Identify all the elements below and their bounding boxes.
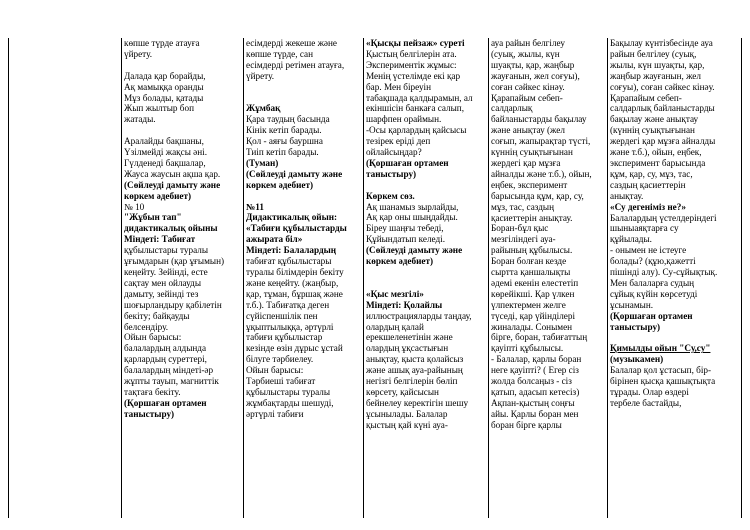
text-line: сүйіспеншілік пен — [246, 310, 318, 321]
text-line: Боран-бұл қыс — [491, 223, 549, 234]
text-line: көпше түрде атауға — [124, 38, 200, 48]
text-line: райының құбылысы. — [491, 245, 573, 256]
text-line: (күннің суықтығынан — [610, 125, 695, 136]
table-border-5 — [607, 38, 608, 518]
text-line: саздың қасиеттерін — [610, 179, 686, 190]
text-line: салдарлық — [491, 103, 533, 114]
text-line: Дидактикалық ойын: — [246, 212, 338, 223]
text-line: Менің үстелімде екі қар — [366, 70, 461, 81]
text-line: Ақ қар оны шыңдайды. — [366, 212, 458, 223]
text-line: қыстың қай күні ауа- — [366, 419, 448, 430]
text-line: Мен балаларға судың — [610, 277, 695, 288]
text-line: үйрету. — [124, 48, 153, 59]
text-line: Қара таудың басында — [246, 114, 330, 125]
text-line: жұмбақтарды шешуді, — [246, 397, 334, 408]
text-line: "Жұбын тап" — [124, 212, 182, 223]
text-line: Міндеті: Табиғат — [124, 234, 196, 245]
text-line: қасиеттерін анықтау. — [491, 212, 573, 223]
text-line: қарлардың суреттері, — [124, 354, 207, 365]
text-line: эксперимент барысында — [610, 157, 706, 168]
text-line: пішінді алу). Су-сұйықтық. — [610, 267, 718, 278]
blank-line — [366, 278, 487, 289]
text-line: Қарапайым себеп- — [491, 92, 563, 103]
text-line: көркем әдебиет) — [124, 190, 192, 201]
text-line: табиғи құбылыстар — [246, 332, 323, 343]
text-line: Далада қар борайды, — [124, 70, 206, 81]
text-line: айы. Қарлы боран мен — [491, 408, 579, 419]
text-line: Тиіп кетіп барады. — [246, 147, 319, 158]
text-line: Аралайды бақшаны, — [124, 136, 204, 147]
text-line: тербеле бастайды, — [610, 397, 682, 408]
text-line: көпше түрде, сан — [246, 48, 314, 59]
text-line: көрейікші. Қар үлкен — [491, 288, 575, 299]
blank-line — [246, 191, 362, 202]
text-line: (музыкамен) — [610, 354, 664, 365]
text-line: жиналады. Сонымен — [491, 321, 573, 332]
text-line: (Сөйлеуді дамыту және — [246, 168, 343, 179]
text-line: Жұмбақ — [246, 103, 281, 114]
text-line: Біреу шаңғы тебеді, — [366, 223, 444, 234]
text-line: үйрету. — [246, 70, 275, 81]
text-line: мезгіліндегі ауа- — [491, 234, 556, 245]
text-line: ұсынылады. Балалар — [366, 408, 448, 419]
table-column-4 — [491, 38, 607, 518]
text-line: туралы білімдерін бекіту — [246, 266, 344, 277]
text-line: Міндеті: Балалардың — [246, 245, 337, 256]
blank-line — [124, 125, 242, 136]
text-line: жердегі қар мұзға — [491, 157, 561, 168]
text-line: барысында құм, қар, су, — [491, 190, 584, 201]
text-line: Үзілмейді жақсы әні. — [124, 147, 208, 158]
text-line: және кеңейту. (жаңбыр, — [246, 277, 339, 288]
text-line: ерекшеленетінін және — [366, 332, 453, 343]
text-line: №11 — [246, 201, 264, 212]
text-line: жұпты тауып, магниттік — [124, 376, 219, 387]
text-line: Кінік кетіп барады. — [246, 125, 322, 136]
text-line: кеңейту. Зейінді, есте — [124, 267, 208, 277]
text-line: - онымен не істеуге — [610, 245, 687, 256]
text-line: олардың қалай — [366, 321, 424, 332]
text-line: Қимылды ойын "Су,су" — [610, 343, 711, 354]
text-line: - Балалар, қарлы боран — [491, 354, 582, 365]
blank-line — [366, 267, 487, 278]
text-line: жолда болсаңыз - сіз — [491, 376, 572, 387]
text-line: Қарапайым себеп- — [610, 92, 682, 103]
table-border-4 — [488, 38, 489, 518]
text-line: әдемі екенін елестетіп — [491, 277, 579, 288]
text-line: есімдерді ретімен атауға, — [246, 59, 345, 70]
text-line: (суық, жылы, күн — [491, 48, 560, 59]
table-border-3 — [363, 38, 364, 518]
text-line: Міндеті: Қолайлы — [366, 299, 443, 310]
table-column-1 — [124, 38, 242, 518]
text-line: Боран болған кезде — [491, 256, 567, 267]
text-line: соғып, жапырақтар түсті, — [491, 136, 591, 147]
text-line: мұз, тас, саздың — [491, 201, 555, 212]
text-line: жаңбыр жауғанын, жел — [610, 70, 701, 81]
text-line: Экспериментік жұмыс: — [366, 59, 457, 70]
text-line: Балалар қол ұстасып, бір- — [610, 365, 712, 376]
table-column-5 — [610, 38, 740, 518]
text-line: (Сөйлеуді дамыту және — [366, 245, 463, 256]
text-line: «Су дегеніміз не?» — [610, 201, 686, 212]
text-line: табиғат құбылыстары — [246, 256, 332, 267]
text-line: Көркем сөз. — [366, 190, 415, 201]
text-line: және т.б.), ойын, еңбек, — [610, 147, 702, 158]
text-line: көркем әдебиет) — [246, 179, 314, 190]
text-line: түседі, қар үйінділері — [491, 310, 576, 321]
text-line: қауіпті құбылысы. — [491, 343, 564, 354]
text-line: таныстыру) — [610, 321, 661, 332]
text-line: болады? (құю,қажетті — [610, 256, 696, 267]
table-border-left — [8, 38, 9, 518]
text-line: таныстыру) — [366, 168, 417, 179]
text-line: бекіту; байқауды — [124, 310, 190, 321]
text-line: (Туман) — [246, 157, 279, 168]
text-line: (Сөйлеуді дамыту және — [124, 179, 221, 190]
blank-line — [246, 82, 362, 93]
text-line: білуге тәрбиелеу. — [246, 354, 314, 365]
text-line: (Қоршаған ортамен — [124, 397, 207, 408]
text-line: таныстыру) — [124, 408, 175, 419]
text-line: құбылыстары туралы — [124, 245, 209, 256]
blank-line — [610, 332, 740, 343]
table-border-right — [741, 38, 742, 518]
table-border-2 — [243, 38, 244, 518]
text-line: Ақ мамыққа оранды — [124, 81, 204, 92]
text-line: бірінен қысқа қашықтықта — [610, 376, 716, 387]
text-line: Ойын барысы: — [246, 365, 304, 376]
text-line: Бақылау күнтізбесінде ауа — [610, 38, 713, 48]
text-line: көрсету, қайсысын — [366, 386, 439, 397]
text-line: қатып, адасып кетесіз) — [491, 387, 580, 397]
text-line: ауа райын белгілеу — [491, 38, 565, 48]
table-column-2 — [246, 38, 362, 518]
text-line: күннің суықтығынан — [491, 147, 573, 158]
text-line: екіншісін банкаға салып, — [366, 103, 465, 114]
text-line: Қыстың белгілерін ата. — [366, 48, 457, 59]
text-line: сұйық күйін көрсетуді — [610, 288, 698, 299]
text-line: ұғымдарын (қар ұғымын) — [124, 256, 225, 267]
text-line: анықтау. — [610, 190, 644, 201]
text-line: бейнелеу керектігін шешу — [366, 397, 469, 408]
text-line: бірге, боран, табиғаттың — [491, 332, 588, 343]
text-line: ұсынамын. — [610, 299, 654, 310]
text-line: тезірек еріді деп — [366, 136, 431, 147]
text-line: балалардың міндеті-әр — [124, 365, 214, 376]
text-line: анықтау, қыста қолайсыз — [366, 354, 464, 365]
text-line: белсендіру. — [124, 321, 169, 332]
text-line: табақшада қалдырамын, ал — [366, 92, 473, 103]
text-line: ұқыптылыққа, әртүрлі — [246, 321, 334, 332]
text-line: дидактикалық ойыны — [124, 223, 218, 234]
text-line: балалардың алдында — [124, 343, 207, 354]
text-line: шыныаяқтарға су — [610, 223, 679, 234]
text-line: шарфпен ораймын. — [366, 114, 442, 125]
text-line: Гүлденеді бақшалар, — [124, 157, 206, 168]
text-line: жердегі қар мұзға айналды — [610, 136, 716, 147]
text-line: Ақпан-қыстың соңғы — [491, 397, 575, 408]
text-line: т.б.). Табиғатқа деген — [246, 299, 330, 310]
text-line: және ашық ауа-райының — [366, 365, 463, 376]
text-line: «Табиғи құбылыстарды — [246, 223, 347, 234]
text-line: тұрады. Олар өздері — [610, 386, 689, 397]
text-line: № 10 — [124, 201, 145, 212]
text-line: және анықтау (жел — [491, 125, 565, 136]
text-line: «Қыс мезгілі» — [366, 288, 424, 299]
table-border-1 — [121, 38, 122, 518]
text-line: райын белгілеу (суық, — [610, 48, 697, 59]
text-line: дамыту, зейінді тез — [124, 288, 199, 299]
text-line: есімдерді жекеше және — [246, 38, 337, 48]
text-line: Ойын барысы: — [124, 332, 182, 343]
text-line: ойлайсыңдар? — [366, 147, 422, 158]
text-line: салдарлық байланыстарды — [610, 103, 715, 114]
text-line: үлпектермен желге — [491, 299, 566, 310]
text-line: жауғанын, жел соғуы), — [491, 70, 580, 81]
text-line: жатады. — [124, 114, 156, 125]
text-line: неге қауіпті? ( Егер сіз — [491, 365, 579, 376]
text-line: шуақты, қар, жаңбыр — [491, 59, 575, 70]
blank-line — [366, 180, 487, 191]
text-line: (Қоршаған ортамен — [610, 310, 693, 321]
text-line: ажырата біл» — [246, 234, 303, 245]
text-line: боран бірге қарлы — [491, 419, 562, 430]
text-line: -Осы қарлардың қайсысы — [366, 125, 467, 136]
text-line: байланыстарды бақылау — [491, 114, 587, 125]
text-line: Жауса жаусын ақша қар. — [124, 168, 221, 179]
text-line: құйылады. — [610, 234, 652, 245]
text-line: қар, тұман, бұршақ және — [246, 288, 343, 299]
text-line: Тәрбиеші табиғат — [246, 376, 316, 387]
text-line: иллюстрацияларды таңдау, — [366, 310, 472, 321]
text-line: Балалардың үстелдеріндегі — [610, 212, 717, 223]
text-line: сыртта қаншалықты — [491, 267, 571, 278]
text-line: негізгі белгілерін бөліп — [366, 376, 458, 387]
text-line: Құйындатып келеді. — [366, 234, 446, 245]
text-line: бар. Мен біреуін — [366, 81, 432, 92]
blank-line — [124, 60, 242, 71]
text-line: соғуы), соған сәйкес кінәу. — [610, 81, 715, 92]
text-line: Жып жылтыр боп — [124, 103, 194, 114]
text-line: Мұз болады, қатады — [124, 92, 204, 103]
text-line: соған сәйкес кінәу. — [491, 81, 565, 92]
text-line: тақтаға бекіту. — [124, 386, 181, 397]
text-line: шоғырландыру қабілетін — [124, 299, 222, 310]
text-line: олардың ұқсастығын — [366, 343, 449, 354]
text-line: Қол - аяғы бауршна — [246, 136, 323, 147]
blank-line — [246, 93, 362, 104]
text-line: кезінде өзін дұрыс ұстай — [246, 343, 343, 354]
table-column-3 — [366, 38, 487, 518]
text-line: еңбек, эксперимент — [491, 179, 568, 190]
text-line: айналды және т.б.), ойын, — [491, 168, 592, 179]
text-line: жылы, күн шуақты, қар, — [610, 59, 705, 70]
text-line: құм, қар, су, мұз, тас, — [610, 168, 693, 179]
text-line: бақылау және анықтау — [610, 114, 699, 125]
text-line: Ақ шанамыз зырлайды, — [366, 201, 459, 212]
text-line: көркем әдебиет) — [366, 256, 434, 267]
text-line: (Қоршаған ортамен — [366, 157, 449, 168]
text-line: сақтау мен ойлауды — [124, 277, 202, 288]
text-line: құбылыстары туралы — [246, 386, 331, 397]
text-line: «Қысқы пейзаж» суреті — [366, 38, 465, 48]
text-line: әртүрлі табиғи — [246, 408, 304, 419]
